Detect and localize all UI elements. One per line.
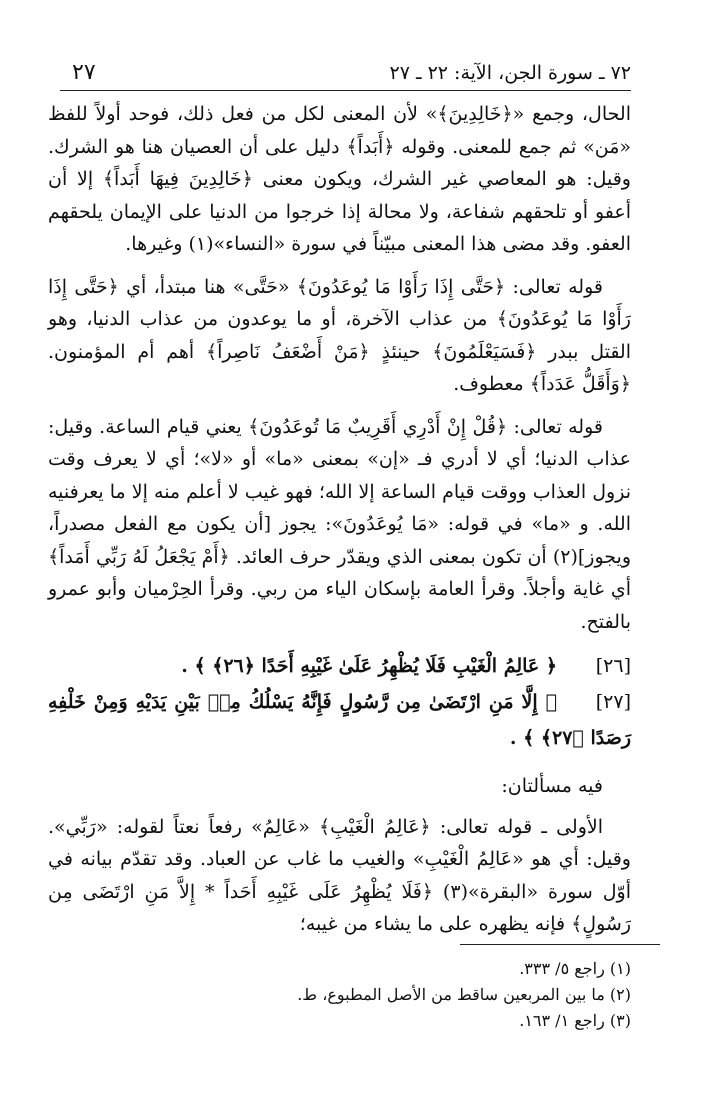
running-title: ٧٢ ـ سورة الجن، الآية: ٢٢ ـ ٢٧ — [389, 62, 631, 84]
issues-heading: فيه مسألتان: — [501, 775, 603, 797]
footnotes — [60, 956, 631, 1034]
verse-text: ﴿ عَالِمُ الْغَيْبِ فَلَا يُظْهِرُ عَلَىٰ غَيْبِهِ أَحَدًا ﴿٢٦﴾ ﴾ . — [181, 655, 557, 677]
footnote-1: (١) راجع ٥/ ٣٣٣. — [519, 959, 631, 978]
main-text — [48, 98, 631, 951]
footnote-divider — [460, 944, 660, 945]
verse-number: [٢٧] — [595, 691, 631, 713]
page-header — [60, 58, 631, 91]
paragraph-3: قوله تعالى: ﴿قُلْ إِنْ أَدْرِي أَقَرِيبٌ مَا تُوعَدُونَ﴾ يعني قيام الساعة. وقيل: عذاب الدنيا؛ أي لا أدري فـ «إن» بمعنى «ما» أو «لا»؛ أي لا يعرف وقت نزول العذاب ووقت قيام الساعة إلا الله؛ فهو غيب لا أعلم منه إلا ما يعرفنيه الله. و «ما» في قوله: «مَا يُوعَدُونَ»: يجوز [أن يكون مع الفعل مصدراً، ويجوز](٢) أن تكون بمعنى الذي ويقدّر حرف العائد. ﴿أَمْ يَجْعَلُ لَهُ رَبِّي أَمَداً﴾ أي غاية وأجلاً. وقرأ العامة بإسكان الياء من ربي. وقرأ الحِرْميان وأبو عمرو بالفتح. — [48, 415, 631, 633]
paragraph-4: الأولى ـ قوله تعالى: ﴿عَالِمُ الْغَيْبِ﴾ «عَالِمُ» رفعاً نعتاً لقوله: «رَبِّي». وقيل: أي هو «عَالِمُ الْغَيْبِ» والغيب ما غاب عن العباد. وقد تقدّم بيانه في أوّل سورة «البقرة»(٣) ﴿فَلَا يُظْهِرُ عَلَى غَيْبِهِ أَحَداً * إِلاَّ مَنِ ارْتَضَى مِن رَسُولٍ﴾ فإنه يظهره على ما يشاء من غيبه؛ — [48, 815, 631, 935]
page-number: ٢٧ — [72, 60, 96, 85]
paragraph-1: الحال، وجمع «﴿خَالِدِينَ﴾» لأن المعنى لكل من فعل ذلك، فوحد أولاً للفظ «مَن» ثم جمع للمعنى. وقوله ﴿أَبَداً﴾ دليل على أن العصيان هنا هو الشرك. وقيل: هو المعاصي غير الشرك، ويكون معنى ﴿خَالِدِينَ فِيهَا أَبَداً﴾ إلا أن أعفو أو تلحقهم شفاعة، ولا محالة إذا خرجوا من الدنيا على الإيمان يلحقهم العفو. وقد مضى هذا المعنى مبيّناً في سورة «النساء»(١) وغيرها. — [48, 103, 631, 255]
verse-26 — [48, 648, 631, 684]
verse-text: ﴿ إِلَّا مَنِ ارْتَضَىٰ مِن رَّسُولٍ فَإِنَّهُ يَسْلُكُ مِنۢ بَيْنِ يَدَيْهِ وَمِنْ خَلْفِهِ رَصَدًا ﴿٢٧﴾ ﴾ . — [48, 691, 631, 749]
verse-number: [٢٦] — [595, 655, 631, 677]
verse-27 — [48, 684, 631, 756]
footnote-2: (٢) ما بين المربعين ساقط من الأصل المطبوع، ط. — [297, 985, 631, 1004]
paragraph-2: قوله تعالى: ﴿حَتَّى إِذَا رَأَوْا مَا يُوعَدُونَ﴾ «حَتَّى» هنا مبتدأ، أي ﴿حَتَّى إِذَا رَأَوْا مَا يُوعَدُونَ﴾ من عذاب الآخرة، أو ما يوعدون من عذاب الدنيا، وهو القتل ببدر ﴿فَسَيَعْلَمُونَ﴾ حينئذٍ ﴿مَنْ أَضْعَفُ نَاصِراً﴾ أهم أم المؤمنون. ﴿وَأَقَلُّ عَدَداً﴾ معطوف. — [48, 275, 631, 395]
footnote-3: (٣) راجع ١/ ١٦٣. — [519, 1011, 631, 1030]
